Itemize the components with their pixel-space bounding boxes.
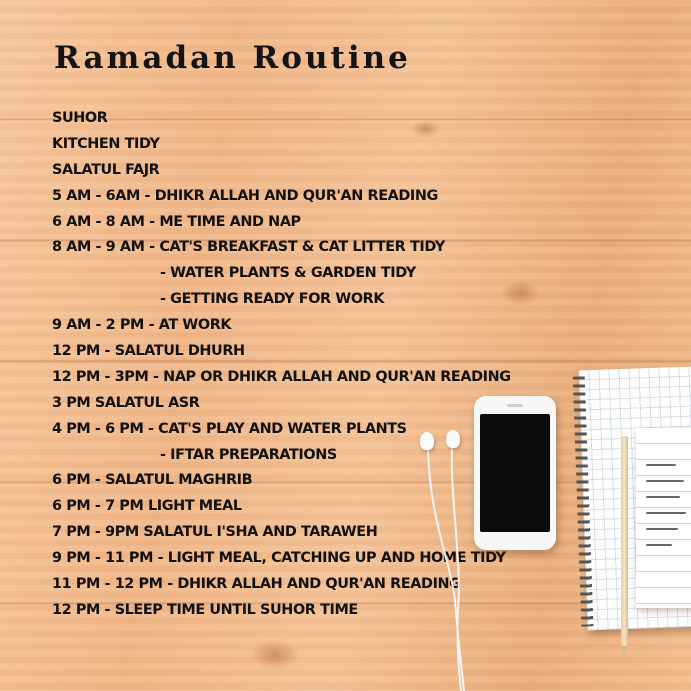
routine-item: SUHOR [52, 110, 108, 126]
routine-item: 5 AM - 6AM - DHIKR ALLAH AND QUR'AN READING [52, 187, 438, 204]
smartphone-image [474, 396, 556, 550]
notepad-scribble [646, 496, 680, 498]
earbud-right-icon [446, 430, 460, 448]
earbud-left-icon [420, 432, 434, 450]
routine-item: 9 AM - 2 PM - AT WORK [52, 317, 232, 334]
routine-item: 11 PM - 12 PM - DHIKR ALLAH AND QUR'AN READING [52, 576, 461, 593]
routine-subitem: - IFTAR PREPARATIONS [160, 446, 337, 463]
notepad-scribble [646, 480, 684, 482]
notebook-spiral [573, 376, 594, 626]
routine-item: 7 PM - 9PM SALATUL I'SHA AND TARAWEH [52, 524, 378, 541]
routine-item: 3 PM SALATUL ASR [52, 394, 200, 411]
notepad-scribble [646, 544, 672, 546]
routine-item: SALATUL FAJR [52, 161, 160, 178]
routine-item: 12 PM - 3PM - NAP OR DHIKR ALLAH AND QUR'AN READING [52, 368, 511, 385]
poster-title: Ramadan Routine [54, 40, 411, 76]
pencil-tip [621, 646, 627, 656]
notepad-scribble [646, 512, 686, 514]
routine-subitem: - WATER PLANTS & GARDEN TIDY [160, 265, 416, 282]
routine-subitem: - GETTING READY FOR WORK [160, 291, 385, 308]
routine-item: 6 PM - 7 PM LIGHT MEAL [52, 498, 242, 515]
wood-knot [250, 640, 300, 670]
routine-list [52, 106, 511, 624]
phone-speaker [507, 404, 523, 407]
routine-item: 12 PM - SLEEP TIME UNTIL SUHOR TIME [52, 601, 358, 618]
routine-item: 9 PM - 11 PM - LIGHT MEAL, CATCHING UP AND HOME TIDY [52, 550, 506, 567]
notepad-scribble [646, 464, 676, 466]
routine-item: 8 AM - 9 AM - CAT'S BREAKFAST & CAT LITTER TIDY [52, 239, 445, 256]
routine-item: KITCHEN TIDY [52, 135, 160, 152]
routine-item: 6 AM - 8 AM - ME TIME AND NAP [52, 213, 301, 230]
notepad-scribble [646, 528, 678, 530]
notepad-image [636, 428, 691, 608]
routine-item: 6 PM - SALATUL MAGHRIB [52, 472, 253, 489]
routine-item: 12 PM - SALATUL DHURH [52, 343, 245, 360]
phone-screen [480, 414, 550, 532]
pencil-image [621, 436, 628, 646]
routine-item: 4 PM - 6 PM - CAT'S PLAY AND WATER PLANTS [52, 420, 407, 437]
